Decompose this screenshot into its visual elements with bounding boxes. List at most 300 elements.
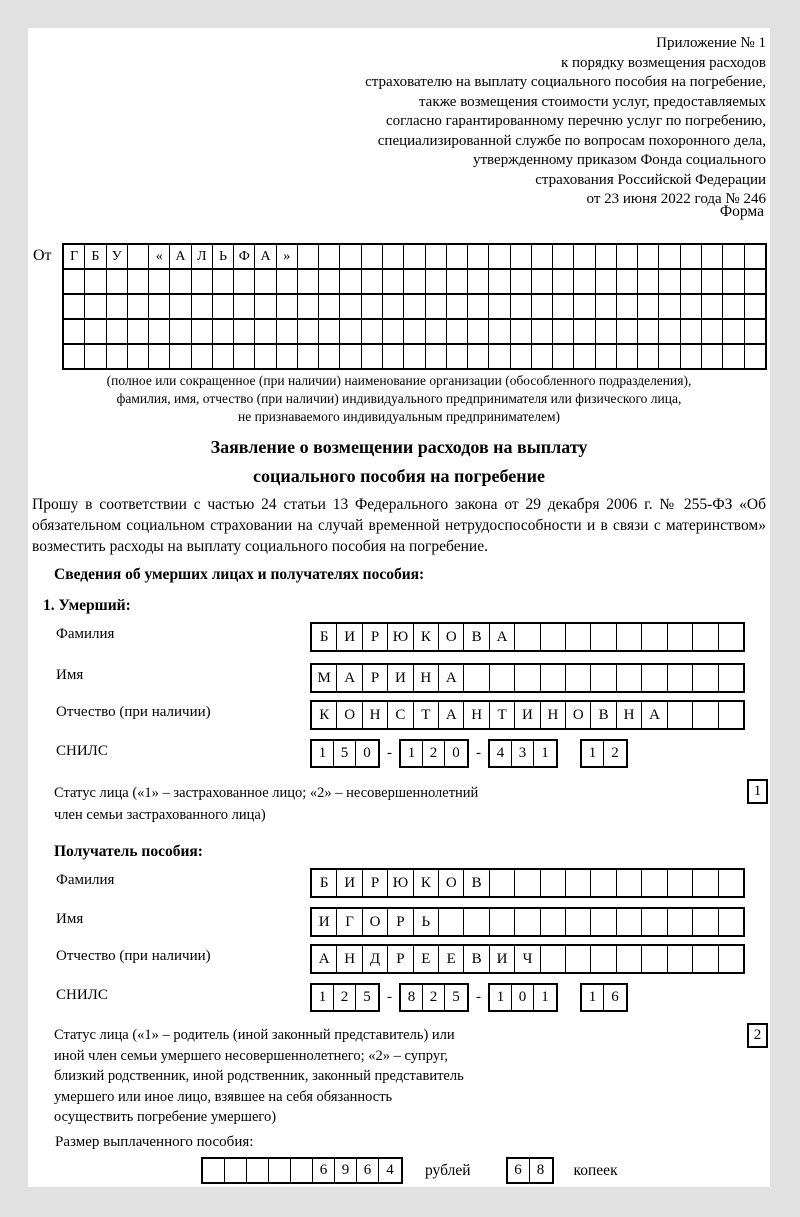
- char-cell[interactable]: [532, 270, 553, 293]
- char-cell[interactable]: О: [439, 870, 464, 896]
- char-cell[interactable]: [702, 345, 723, 368]
- char-cell[interactable]: [553, 245, 574, 268]
- char-cell[interactable]: [426, 320, 447, 343]
- char-cell[interactable]: [192, 345, 213, 368]
- char-cell[interactable]: С: [388, 702, 413, 728]
- organization-grid-row[interactable]: [64, 345, 765, 368]
- char-cell[interactable]: 2: [611, 745, 619, 761]
- char-cell[interactable]: 1: [582, 741, 604, 766]
- char-cell[interactable]: [319, 320, 340, 343]
- char-cell[interactable]: [681, 295, 702, 318]
- char-cell[interactable]: [489, 345, 510, 368]
- snils-group-2[interactable]: [399, 983, 469, 1012]
- char-cell[interactable]: [574, 270, 595, 293]
- char-cell[interactable]: [638, 270, 659, 293]
- snils-group-2[interactable]: [399, 739, 469, 768]
- char-cell[interactable]: [668, 665, 693, 691]
- char-cell[interactable]: Е: [414, 946, 439, 972]
- char-cell[interactable]: 8: [401, 985, 423, 1010]
- char-cell[interactable]: [298, 320, 319, 343]
- char-cell[interactable]: [404, 320, 425, 343]
- char-cell[interactable]: [638, 320, 659, 343]
- char-cell[interactable]: [426, 295, 447, 318]
- char-cell[interactable]: [541, 909, 566, 935]
- char-cell[interactable]: «: [149, 245, 170, 268]
- char-cell[interactable]: [85, 345, 106, 368]
- organization-grid-row[interactable]: [64, 270, 765, 295]
- char-cell[interactable]: [745, 320, 765, 343]
- char-cell[interactable]: Н: [337, 946, 362, 972]
- char-cell[interactable]: [532, 245, 553, 268]
- char-cell[interactable]: Д: [363, 946, 388, 972]
- char-cell[interactable]: Ю: [388, 624, 413, 650]
- char-cell[interactable]: [192, 295, 213, 318]
- char-cell[interactable]: [255, 345, 276, 368]
- char-cell[interactable]: Н: [363, 702, 388, 728]
- char-cell[interactable]: О: [439, 624, 464, 650]
- char-cell[interactable]: [489, 245, 510, 268]
- char-cell[interactable]: [723, 345, 744, 368]
- char-cell[interactable]: А: [337, 665, 362, 691]
- char-cell[interactable]: В: [591, 702, 616, 728]
- deceased-firstname-grid[interactable]: [310, 663, 745, 693]
- char-cell[interactable]: [617, 624, 642, 650]
- char-cell[interactable]: И: [490, 946, 515, 972]
- char-cell[interactable]: [383, 270, 404, 293]
- char-cell[interactable]: [566, 665, 591, 691]
- char-cell[interactable]: [298, 245, 319, 268]
- char-cell[interactable]: 1: [582, 985, 604, 1010]
- char-cell[interactable]: [213, 320, 234, 343]
- char-cell[interactable]: [515, 665, 540, 691]
- char-cell[interactable]: [468, 295, 489, 318]
- char-cell[interactable]: 0: [452, 745, 460, 761]
- char-cell[interactable]: [234, 345, 255, 368]
- char-cell[interactable]: [702, 270, 723, 293]
- char-cell[interactable]: [490, 870, 515, 896]
- char-cell[interactable]: [566, 624, 591, 650]
- char-cell[interactable]: [255, 320, 276, 343]
- char-cell[interactable]: [319, 295, 340, 318]
- snils-check-group[interactable]: [580, 739, 628, 768]
- char-cell[interactable]: [439, 909, 464, 935]
- char-cell[interactable]: [107, 345, 128, 368]
- char-cell[interactable]: [553, 320, 574, 343]
- char-cell[interactable]: 3: [512, 741, 534, 766]
- char-cell[interactable]: [468, 270, 489, 293]
- char-cell[interactable]: [541, 665, 566, 691]
- char-cell[interactable]: У: [107, 245, 128, 268]
- char-cell[interactable]: [234, 270, 255, 293]
- recipient-snils-grid[interactable]: [310, 983, 628, 1012]
- char-cell[interactable]: [426, 270, 447, 293]
- char-cell[interactable]: [225, 1159, 247, 1182]
- char-cell[interactable]: [340, 270, 361, 293]
- char-cell[interactable]: [617, 870, 642, 896]
- char-cell[interactable]: [723, 245, 744, 268]
- char-cell[interactable]: 4: [386, 1162, 394, 1178]
- char-cell[interactable]: Ч: [515, 946, 540, 972]
- char-cell[interactable]: 2: [334, 985, 356, 1010]
- char-cell[interactable]: А: [312, 946, 337, 972]
- char-cell[interactable]: »: [277, 245, 298, 268]
- benefit-amount-row[interactable]: [201, 1157, 618, 1184]
- char-cell[interactable]: [719, 909, 743, 935]
- char-cell[interactable]: [574, 345, 595, 368]
- char-cell[interactable]: 2: [423, 741, 445, 766]
- organization-grid-row[interactable]: [64, 320, 765, 345]
- char-cell[interactable]: [149, 345, 170, 368]
- char-cell[interactable]: [702, 295, 723, 318]
- char-cell[interactable]: 9: [335, 1159, 357, 1182]
- char-cell[interactable]: [404, 295, 425, 318]
- char-cell[interactable]: Р: [363, 624, 388, 650]
- char-cell[interactable]: [541, 946, 566, 972]
- char-cell[interactable]: [490, 909, 515, 935]
- char-cell[interactable]: [85, 295, 106, 318]
- char-cell[interactable]: [383, 245, 404, 268]
- deceased-snils-grid[interactable]: [310, 739, 628, 768]
- char-cell[interactable]: [574, 245, 595, 268]
- char-cell[interactable]: [642, 946, 667, 972]
- char-cell[interactable]: 1: [401, 741, 423, 766]
- char-cell[interactable]: [596, 295, 617, 318]
- char-cell[interactable]: [128, 320, 149, 343]
- char-cell[interactable]: [362, 295, 383, 318]
- char-cell[interactable]: [591, 624, 616, 650]
- char-cell[interactable]: [681, 345, 702, 368]
- char-cell[interactable]: Ь: [213, 245, 234, 268]
- char-cell[interactable]: [596, 320, 617, 343]
- char-cell[interactable]: [541, 870, 566, 896]
- char-cell[interactable]: [553, 270, 574, 293]
- char-cell[interactable]: [566, 870, 591, 896]
- char-cell[interactable]: [362, 270, 383, 293]
- char-cell[interactable]: [719, 624, 743, 650]
- char-cell[interactable]: К: [414, 624, 439, 650]
- char-cell[interactable]: [64, 270, 85, 293]
- char-cell[interactable]: Н: [541, 702, 566, 728]
- char-cell[interactable]: [617, 245, 638, 268]
- rubles-grid[interactable]: [201, 1157, 403, 1184]
- char-cell[interactable]: [128, 270, 149, 293]
- char-cell[interactable]: 8: [536, 1162, 545, 1178]
- char-cell[interactable]: [723, 320, 744, 343]
- char-cell[interactable]: [638, 345, 659, 368]
- char-cell[interactable]: О: [337, 702, 362, 728]
- char-cell[interactable]: [447, 345, 468, 368]
- char-cell[interactable]: [617, 946, 642, 972]
- char-cell[interactable]: Ф: [234, 245, 255, 268]
- char-cell[interactable]: И: [337, 624, 362, 650]
- char-cell[interactable]: [719, 702, 743, 728]
- char-cell[interactable]: [659, 320, 680, 343]
- char-cell[interactable]: [277, 295, 298, 318]
- deceased-status-code-box[interactable]: 1: [747, 779, 768, 804]
- char-cell[interactable]: [638, 295, 659, 318]
- char-cell[interactable]: [693, 909, 718, 935]
- snils-group-1[interactable]: [310, 739, 380, 768]
- char-cell[interactable]: [553, 345, 574, 368]
- char-cell[interactable]: 0: [512, 985, 534, 1010]
- char-cell[interactable]: Н: [464, 702, 489, 728]
- char-cell[interactable]: 4: [490, 741, 512, 766]
- char-cell[interactable]: [64, 295, 85, 318]
- char-cell[interactable]: [489, 295, 510, 318]
- char-cell[interactable]: Р: [388, 946, 413, 972]
- char-cell[interactable]: Р: [363, 870, 388, 896]
- char-cell[interactable]: [566, 946, 591, 972]
- char-cell[interactable]: В: [464, 870, 489, 896]
- snils-group-3[interactable]: [488, 739, 558, 768]
- char-cell[interactable]: Р: [388, 909, 413, 935]
- organization-grid-row[interactable]: [64, 245, 765, 270]
- char-cell[interactable]: [319, 245, 340, 268]
- char-cell[interactable]: 2: [423, 985, 445, 1010]
- char-cell[interactable]: О: [363, 909, 388, 935]
- char-cell[interactable]: 5: [363, 989, 371, 1005]
- char-cell[interactable]: А: [490, 624, 515, 650]
- char-cell[interactable]: [170, 320, 191, 343]
- recipient-status-code-box[interactable]: 2: [747, 1023, 768, 1048]
- char-cell[interactable]: [128, 295, 149, 318]
- char-cell[interactable]: А: [439, 702, 464, 728]
- char-cell[interactable]: [668, 624, 693, 650]
- char-cell[interactable]: Б: [85, 245, 106, 268]
- char-cell[interactable]: [596, 245, 617, 268]
- char-cell[interactable]: Г: [337, 909, 362, 935]
- char-cell[interactable]: [515, 624, 540, 650]
- char-cell[interactable]: Ь: [414, 909, 439, 935]
- char-cell[interactable]: [170, 345, 191, 368]
- char-cell[interactable]: [269, 1159, 291, 1182]
- char-cell[interactable]: [447, 245, 468, 268]
- char-cell[interactable]: И: [337, 870, 362, 896]
- char-cell[interactable]: [64, 345, 85, 368]
- char-cell[interactable]: [468, 245, 489, 268]
- char-cell[interactable]: [362, 345, 383, 368]
- char-cell[interactable]: 0: [363, 745, 371, 761]
- char-cell[interactable]: [85, 270, 106, 293]
- char-cell[interactable]: [532, 320, 553, 343]
- recipient-patronymic-grid[interactable]: [310, 944, 745, 974]
- char-cell[interactable]: [213, 295, 234, 318]
- char-cell[interactable]: [447, 270, 468, 293]
- char-cell[interactable]: [277, 345, 298, 368]
- char-cell[interactable]: [532, 295, 553, 318]
- char-cell[interactable]: [723, 295, 744, 318]
- char-cell[interactable]: 6: [313, 1159, 335, 1182]
- char-cell[interactable]: [511, 270, 532, 293]
- char-cell[interactable]: [719, 870, 743, 896]
- char-cell[interactable]: [596, 345, 617, 368]
- char-cell[interactable]: [128, 345, 149, 368]
- char-cell[interactable]: [192, 270, 213, 293]
- char-cell[interactable]: [693, 870, 718, 896]
- char-cell[interactable]: [659, 270, 680, 293]
- deceased-patronymic-grid[interactable]: [310, 700, 745, 730]
- char-cell[interactable]: [515, 909, 540, 935]
- char-cell[interactable]: [511, 245, 532, 268]
- char-cell[interactable]: [745, 270, 765, 293]
- char-cell[interactable]: [447, 295, 468, 318]
- char-cell[interactable]: [702, 320, 723, 343]
- char-cell[interactable]: [489, 270, 510, 293]
- char-cell[interactable]: [298, 295, 319, 318]
- char-cell[interactable]: [383, 295, 404, 318]
- char-cell[interactable]: [638, 245, 659, 268]
- char-cell[interactable]: [107, 320, 128, 343]
- char-cell[interactable]: Г: [64, 245, 85, 268]
- char-cell[interactable]: [255, 295, 276, 318]
- char-cell[interactable]: [511, 345, 532, 368]
- char-cell[interactable]: [574, 320, 595, 343]
- char-cell[interactable]: [340, 295, 361, 318]
- char-cell[interactable]: [642, 909, 667, 935]
- char-cell[interactable]: [553, 295, 574, 318]
- char-cell[interactable]: [591, 665, 616, 691]
- char-cell[interactable]: [468, 320, 489, 343]
- char-cell[interactable]: [128, 245, 149, 268]
- char-cell[interactable]: [591, 870, 616, 896]
- char-cell[interactable]: [617, 295, 638, 318]
- char-cell[interactable]: К: [312, 702, 337, 728]
- char-cell[interactable]: Н: [617, 702, 642, 728]
- char-cell[interactable]: [319, 345, 340, 368]
- char-cell[interactable]: [668, 870, 693, 896]
- char-cell[interactable]: [107, 295, 128, 318]
- char-cell[interactable]: Б: [312, 870, 337, 896]
- char-cell[interactable]: [468, 345, 489, 368]
- char-cell[interactable]: Л: [192, 245, 213, 268]
- organization-grid-row[interactable]: [64, 295, 765, 320]
- char-cell[interactable]: Н: [414, 665, 439, 691]
- char-cell[interactable]: 5: [452, 989, 460, 1005]
- char-cell[interactable]: К: [414, 870, 439, 896]
- char-cell[interactable]: [745, 295, 765, 318]
- char-cell[interactable]: [291, 1159, 313, 1182]
- char-cell[interactable]: [203, 1159, 225, 1182]
- organization-name-grid[interactable]: [62, 243, 767, 370]
- char-cell[interactable]: [490, 665, 515, 691]
- char-cell[interactable]: [319, 270, 340, 293]
- char-cell[interactable]: [642, 624, 667, 650]
- char-cell[interactable]: [642, 870, 667, 896]
- char-cell[interactable]: [617, 665, 642, 691]
- char-cell[interactable]: Р: [363, 665, 388, 691]
- char-cell[interactable]: [693, 946, 718, 972]
- char-cell[interactable]: [511, 320, 532, 343]
- char-cell[interactable]: [426, 245, 447, 268]
- char-cell[interactable]: [255, 270, 276, 293]
- char-cell[interactable]: И: [312, 909, 337, 935]
- char-cell[interactable]: Т: [490, 702, 515, 728]
- char-cell[interactable]: [617, 345, 638, 368]
- recipient-surname-grid[interactable]: [310, 868, 745, 898]
- char-cell[interactable]: [298, 345, 319, 368]
- char-cell[interactable]: [277, 270, 298, 293]
- char-cell[interactable]: [340, 245, 361, 268]
- char-cell[interactable]: [277, 320, 298, 343]
- char-cell[interactable]: [574, 295, 595, 318]
- char-cell[interactable]: [591, 946, 616, 972]
- char-cell[interactable]: В: [464, 946, 489, 972]
- char-cell[interactable]: [149, 270, 170, 293]
- char-cell[interactable]: [170, 270, 191, 293]
- char-cell[interactable]: [192, 320, 213, 343]
- deceased-surname-grid[interactable]: [310, 622, 745, 652]
- char-cell[interactable]: Е: [439, 946, 464, 972]
- char-cell[interactable]: [107, 270, 128, 293]
- char-cell[interactable]: [170, 295, 191, 318]
- char-cell[interactable]: [447, 320, 468, 343]
- char-cell[interactable]: Т: [414, 702, 439, 728]
- char-cell[interactable]: [362, 245, 383, 268]
- char-cell[interactable]: А: [170, 245, 191, 268]
- char-cell[interactable]: 6: [357, 1159, 379, 1182]
- char-cell[interactable]: [668, 702, 693, 728]
- char-cell[interactable]: [659, 295, 680, 318]
- char-cell[interactable]: [85, 320, 106, 343]
- char-cell[interactable]: 6: [611, 989, 619, 1005]
- char-cell[interactable]: [234, 295, 255, 318]
- char-cell[interactable]: [617, 320, 638, 343]
- char-cell[interactable]: [464, 909, 489, 935]
- char-cell[interactable]: [298, 270, 319, 293]
- char-cell[interactable]: [234, 320, 255, 343]
- kopecks-grid[interactable]: [506, 1157, 554, 1184]
- char-cell[interactable]: [659, 245, 680, 268]
- char-cell[interactable]: [681, 270, 702, 293]
- char-cell[interactable]: 1: [490, 985, 512, 1010]
- char-cell[interactable]: [340, 345, 361, 368]
- char-cell[interactable]: [426, 345, 447, 368]
- char-cell[interactable]: [719, 946, 743, 972]
- char-cell[interactable]: [541, 624, 566, 650]
- char-cell[interactable]: [693, 702, 718, 728]
- char-cell[interactable]: [745, 245, 765, 268]
- snils-group-3[interactable]: [488, 983, 558, 1012]
- char-cell[interactable]: [668, 909, 693, 935]
- char-cell[interactable]: 1: [541, 989, 549, 1005]
- char-cell[interactable]: Ю: [388, 870, 413, 896]
- char-cell[interactable]: А: [439, 665, 464, 691]
- char-cell[interactable]: [515, 870, 540, 896]
- char-cell[interactable]: [702, 245, 723, 268]
- char-cell[interactable]: [591, 909, 616, 935]
- char-cell[interactable]: [617, 270, 638, 293]
- char-cell[interactable]: [719, 665, 743, 691]
- char-cell[interactable]: [681, 320, 702, 343]
- char-cell[interactable]: [213, 345, 234, 368]
- char-cell[interactable]: И: [388, 665, 413, 691]
- char-cell[interactable]: [511, 295, 532, 318]
- char-cell[interactable]: [149, 295, 170, 318]
- char-cell[interactable]: А: [642, 702, 667, 728]
- char-cell[interactable]: [383, 345, 404, 368]
- snils-check-group[interactable]: [580, 983, 628, 1012]
- char-cell[interactable]: [566, 909, 591, 935]
- char-cell[interactable]: О: [566, 702, 591, 728]
- char-cell[interactable]: И: [515, 702, 540, 728]
- char-cell[interactable]: [532, 345, 553, 368]
- char-cell[interactable]: 5: [334, 741, 356, 766]
- char-cell[interactable]: [149, 320, 170, 343]
- char-cell[interactable]: [404, 270, 425, 293]
- char-cell[interactable]: 1: [541, 745, 549, 761]
- char-cell[interactable]: [340, 320, 361, 343]
- char-cell[interactable]: Б: [312, 624, 337, 650]
